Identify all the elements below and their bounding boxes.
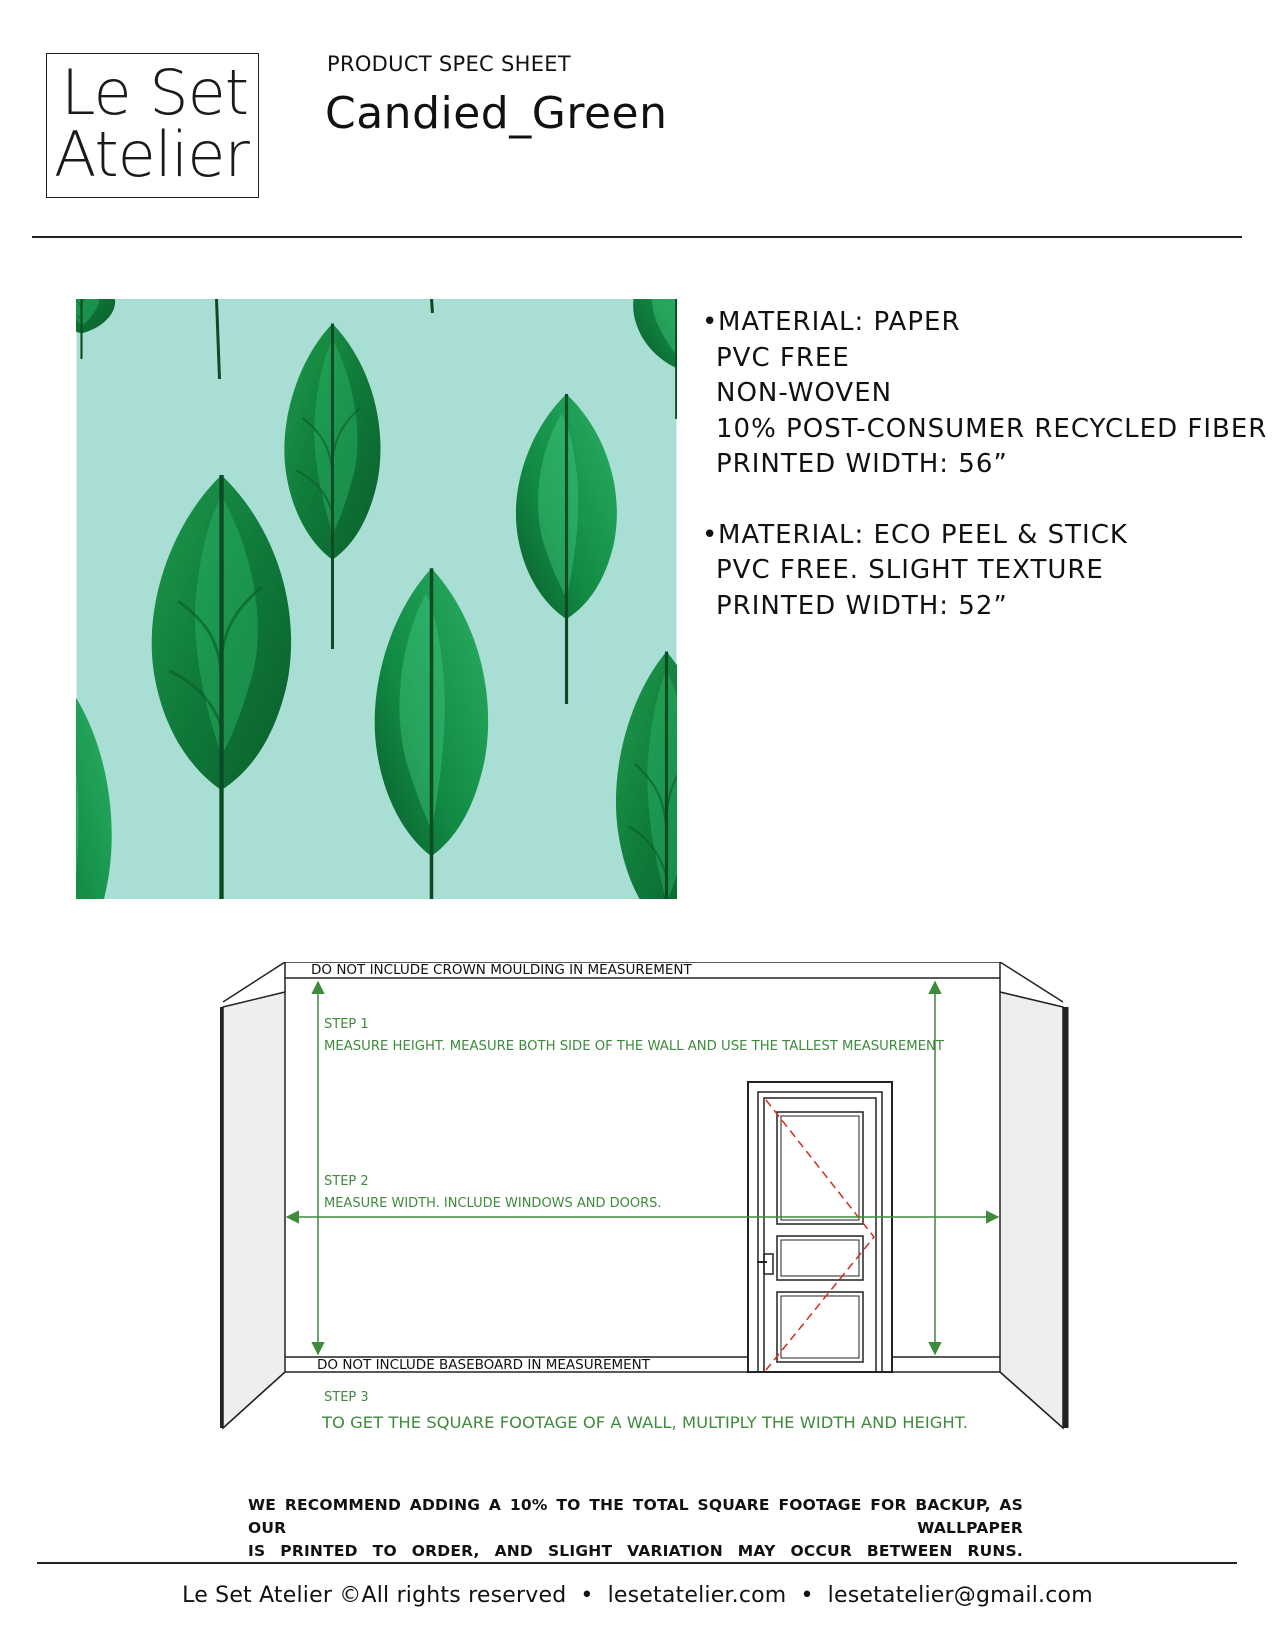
spec-line: PVC FREE xyxy=(716,342,850,373)
footer-email-link[interactable]: lesetatelier@gmail.com xyxy=(827,1583,1093,1608)
footer-copyright: Le Set Atelier ©All rights reserved xyxy=(182,1583,567,1608)
product-name: Candied_Green xyxy=(325,88,668,139)
step1-title: STEP 1 xyxy=(324,1017,369,1032)
recommendation-line-1: WE RECOMMEND ADDING A 10% TO THE TOTAL SQUARE FOOTAGE FOR BACKUP, AS OUR WALLPAPER xyxy=(248,1496,1023,1537)
spec-list xyxy=(702,305,1267,659)
step3-text: TO GET THE SQUARE FOOTAGE OF A WALL, MULTIPLY THE WIDTH AND HEIGHT. xyxy=(320,1413,969,1432)
footer-divider xyxy=(37,1562,1237,1564)
logo-line-1: Le Set xyxy=(61,56,249,129)
header-divider xyxy=(32,236,1242,238)
spec-line: PVC FREE. SLIGHT TEXTURE xyxy=(716,555,1104,585)
step1-text: MEASURE HEIGHT. MEASURE BOTH SIDE OF THE WALL AND USE THE TALLEST MEASUREMENT xyxy=(324,1039,945,1054)
logo-line-2: Atelier xyxy=(54,118,249,191)
bullet-icon: • xyxy=(702,307,719,337)
spec-group-paper xyxy=(702,305,1267,483)
left-side-wall xyxy=(223,992,285,1428)
brand-logo xyxy=(46,53,259,198)
spec-line: PRINTED WIDTH: 52” xyxy=(716,590,1008,621)
right-side-wall xyxy=(1000,992,1063,1428)
recommendation-line-2: IS PRINTED TO ORDER, AND SLIGHT VARIATION MAY OCCUR BETWEEN RUNS. xyxy=(248,1542,1023,1560)
separator-dot: • xyxy=(580,1583,594,1608)
spec-line: 10% POST-CONSUMER RECYCLED FIBER xyxy=(716,413,1268,444)
step2-text: MEASURE WIDTH. INCLUDE WINDOWS AND DOORS. xyxy=(324,1196,662,1211)
stem-2 xyxy=(432,299,433,313)
measurement-diagram xyxy=(220,962,1070,1432)
bullet-icon: • xyxy=(702,519,719,550)
baseboard-note: DO NOT INCLUDE BASEBOARD IN MEASUREMENT xyxy=(317,1357,651,1373)
footer xyxy=(0,1583,1275,1608)
footer-website-link[interactable]: lesetatelier.com xyxy=(607,1583,787,1608)
step3-title: STEP 3 xyxy=(324,1390,369,1405)
separator-dot: • xyxy=(800,1583,814,1608)
step2-title: STEP 2 xyxy=(324,1174,369,1189)
wallpaper-swatch xyxy=(76,299,677,899)
spec-group-peel-stick xyxy=(702,518,1267,625)
crown-note: DO NOT INCLUDE CROWN MOULDING IN MEASUREMENT xyxy=(311,962,692,978)
spec-line: MATERIAL: ECO PEEL & STICK xyxy=(718,519,1128,550)
door-frame xyxy=(748,1082,892,1372)
spec-line: PRINTED WIDTH: 56” xyxy=(716,449,1008,479)
recommendation-note xyxy=(248,1494,1023,1563)
spec-sheet-label: PRODUCT SPEC SHEET xyxy=(327,52,571,76)
spec-line: NON-WOVEN xyxy=(716,378,893,408)
spec-line: MATERIAL: PAPER xyxy=(718,307,961,337)
